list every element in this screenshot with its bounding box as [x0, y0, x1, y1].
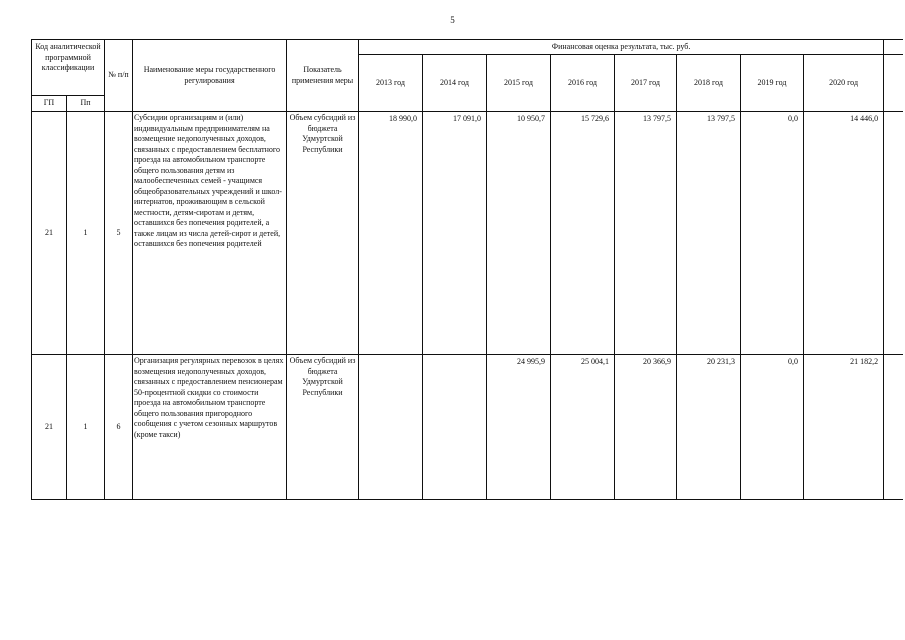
fin-estimate-header: Финансовая оценка результата, тыс. руб.: [359, 40, 884, 55]
pp-cell: 1: [67, 112, 105, 355]
value-2019: 0,0: [741, 355, 804, 500]
value-2013: 18 990,0: [359, 112, 423, 355]
measure-name-header: Наименование меры государственного регулирования: [133, 40, 287, 112]
table-row: [32, 112, 903, 355]
year-header: 2018 год: [677, 55, 741, 112]
value-2015: 10 950,7: [487, 112, 551, 355]
value-2013: [359, 355, 423, 500]
value-2018: 20 231,3: [677, 355, 741, 500]
measure-name-cell: Субсидии организациям и (или) индивидуальным предпринимателям на возмещение недополученных доходов, связанных с предоставлением бесплатного проезда на автомобильном транспорте общего пользования детям из малообеспеченных семей - учащимся общеобразовательных учреждений и школ-интернатов, проживающим в сельской местности, детям-сиротам и детям, оставшихся без попечения родителей, а также лицам из числа детей-сирот и детей, оставшихся без попечения родителей: [133, 112, 287, 355]
year-header: 2013 год: [359, 55, 423, 112]
indicator-header: Показатель применения меры: [287, 40, 359, 112]
indicator-cell: Объем субсидий из бюджета Удмуртской Республики: [287, 355, 359, 500]
year-header: 2017 год: [615, 55, 677, 112]
value-2014: 17 091,0: [423, 112, 487, 355]
value-2015: 24 995,9: [487, 355, 551, 500]
indicator-cell: Объем субсидий из бюджета Удмуртской Республики: [287, 112, 359, 355]
year-header: 2016 год: [551, 55, 615, 112]
pp-cell: 1: [67, 355, 105, 500]
number-cell: 6: [105, 355, 133, 500]
number-header: № п/п: [105, 40, 133, 112]
year-header: 2019 год: [741, 55, 804, 112]
year-header: 2014 год: [423, 55, 487, 112]
value-2014: [423, 355, 487, 500]
value-2020: 21 182,2: [804, 355, 884, 500]
table-row: [32, 355, 903, 500]
value-2017: 20 366,9: [615, 355, 677, 500]
gp-header: ГП: [32, 96, 67, 112]
measure-name-cell: Организация регулярных перевозок в целях возмещения недополученных доходов, связанных с предоставлением пенсионерам 50-процентной скидки со стоимости проезда на автомобильном транспорте общего пользования пригородного сообщения с учетом сезонных маршрутов (кроме такси): [133, 355, 287, 500]
code-group-header: Код аналитической программной классификации: [32, 40, 105, 96]
gp-cell: 21: [32, 112, 67, 355]
number-cell: 5: [105, 112, 133, 355]
value-2017: 13 797,5: [615, 112, 677, 355]
year-header: 2015 год: [487, 55, 551, 112]
page-number: 5: [450, 15, 455, 25]
value-2016: 15 729,6: [551, 112, 615, 355]
value-2018: 13 797,5: [677, 112, 741, 355]
financial-estimate-table: [31, 39, 903, 500]
year-header: 2020 год: [804, 55, 884, 112]
value-2016: 25 004,1: [551, 355, 615, 500]
gp-cell: 21: [32, 355, 67, 500]
value-2019: 0,0: [741, 112, 804, 355]
row-stub: [884, 112, 903, 355]
header-stub: [884, 40, 903, 55]
value-2020: 14 446,0: [804, 112, 884, 355]
pp-header: Пп: [67, 96, 105, 112]
header-stub: [884, 55, 903, 112]
row-stub: [884, 355, 903, 500]
